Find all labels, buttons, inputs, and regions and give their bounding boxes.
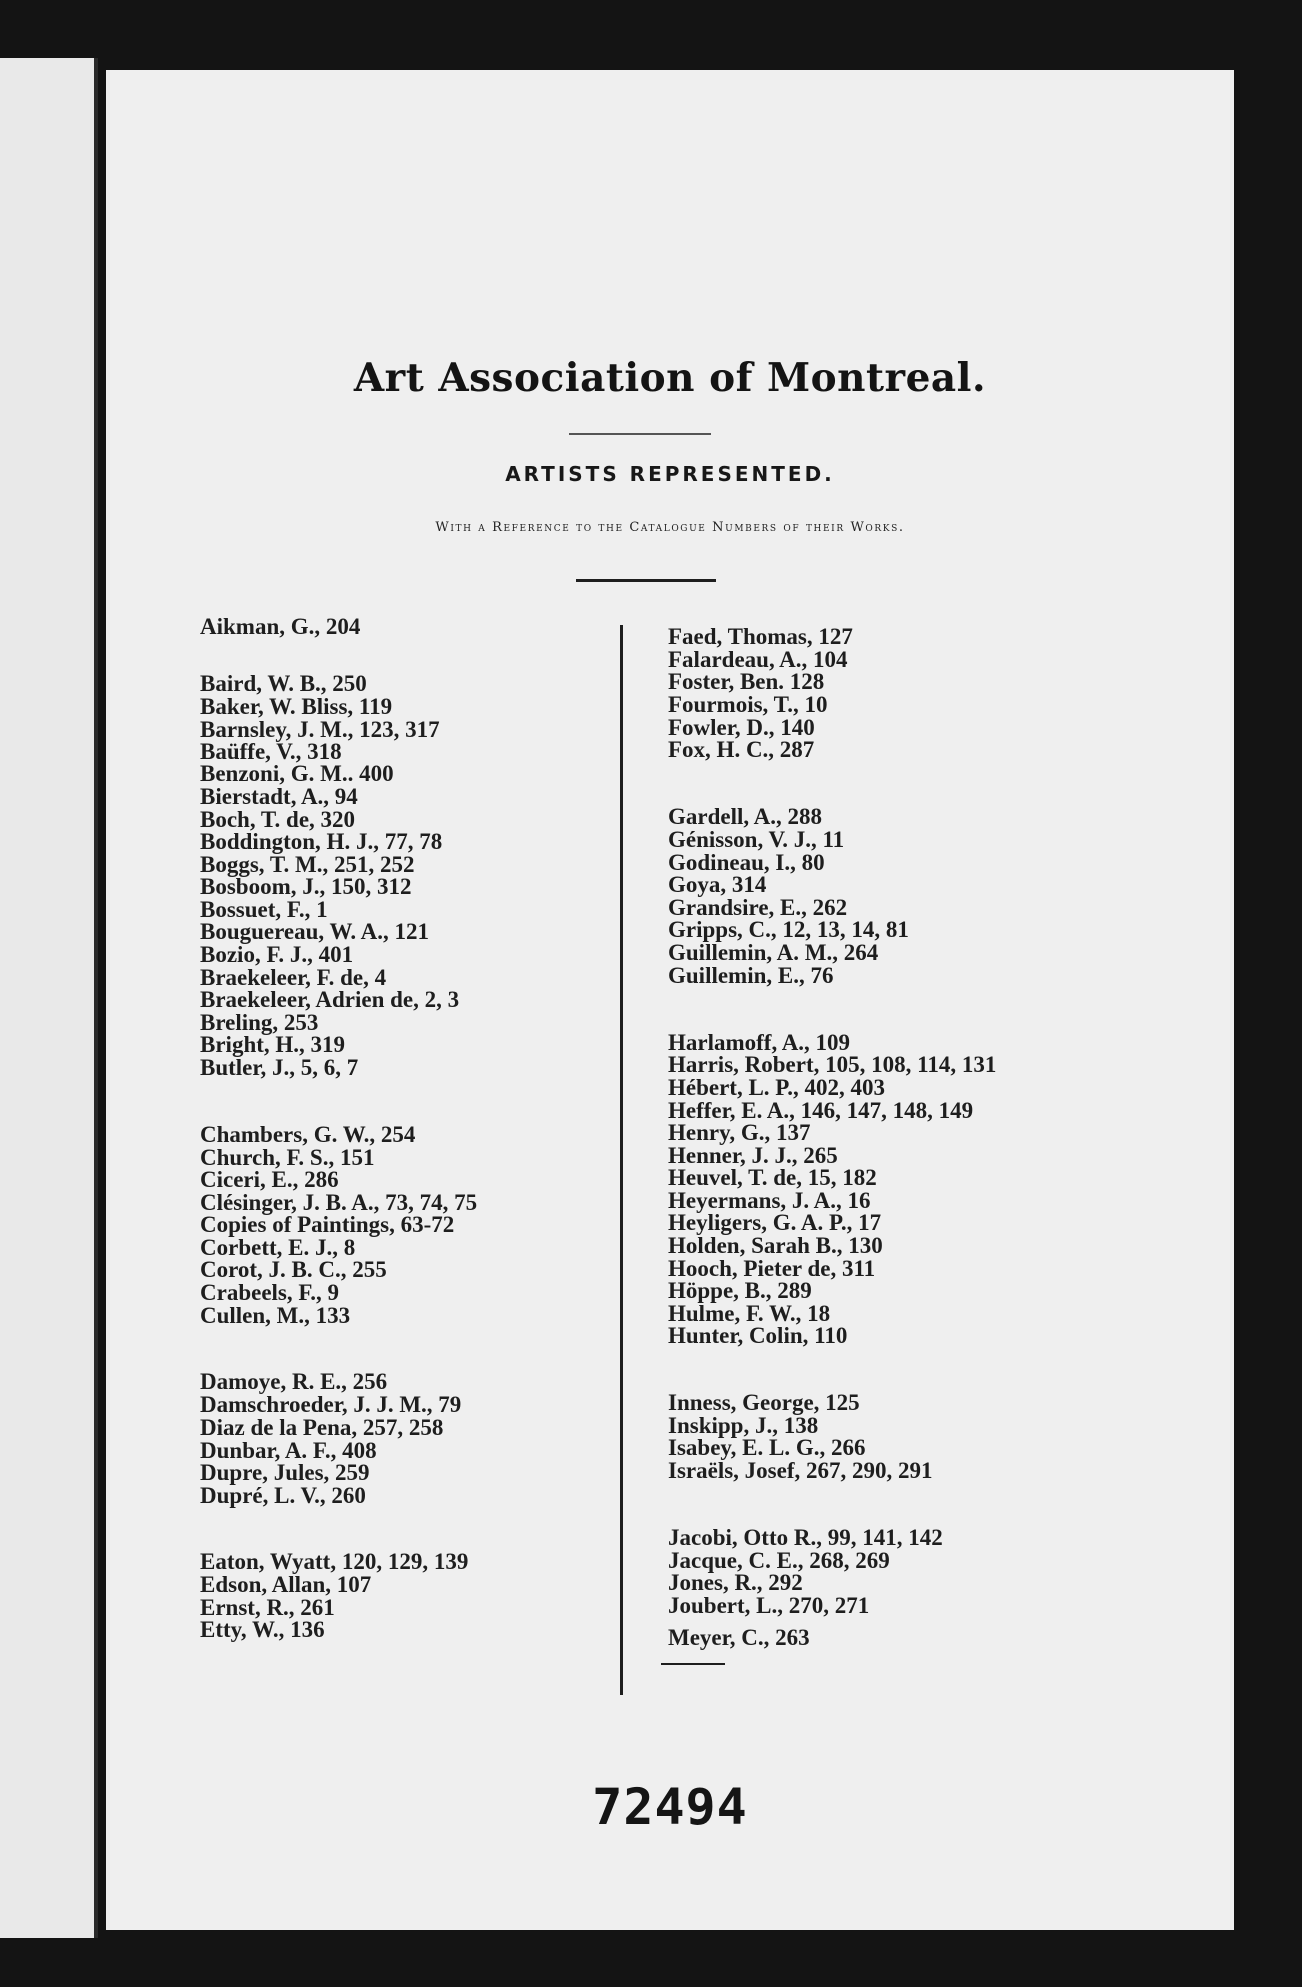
- artist-entry: Foster, Ben. 128: [668, 669, 825, 694]
- entry-rule: [661, 1663, 725, 1665]
- section-caption: With a Reference to the Catalogue Numbers of their Works.: [435, 520, 905, 535]
- artist-entry: Gripps, C., 12, 13, 14, 81: [668, 917, 909, 942]
- artist-entry: Höppe, B., 289: [668, 1278, 812, 1303]
- artist-entry: Baüffe, V., 318: [200, 739, 342, 764]
- artist-entry: Bozio, F. J., 401: [200, 942, 354, 967]
- artist-entry: Butler, J., 5, 6, 7: [200, 1055, 359, 1080]
- page-title: Art Association of Montreal.: [353, 355, 987, 401]
- artist-entry: Heffer, E. A., 146, 147, 148, 149: [668, 1098, 974, 1123]
- adjacent-page-edge: [0, 58, 98, 1938]
- artist-entry: Hulme, F. W., 18: [668, 1301, 831, 1326]
- section-heading: ARTISTS REPRESENTED.: [505, 462, 835, 486]
- artist-entry: Israëls, Josef, 267, 290, 291: [668, 1458, 933, 1483]
- artist-entry: Heyligers, G. A. P., 17: [668, 1210, 882, 1235]
- artist-entry: Génisson, V. J., 11: [668, 827, 845, 852]
- artist-entry: Fowler, D., 140: [668, 715, 815, 740]
- artist-entry: Meyer, C., 263: [668, 1625, 810, 1650]
- artist-entry: Corot, J. B. C., 255: [200, 1257, 387, 1282]
- artist-entry: Jacque, C. E., 268, 269: [668, 1548, 890, 1573]
- heading-rule: [576, 579, 716, 582]
- artist-entry: Braekeleer, F. de, 4: [200, 965, 387, 990]
- artist-entry: Faed, Thomas, 127: [668, 624, 853, 649]
- artist-entry: Ernst, R., 261: [200, 1595, 335, 1620]
- title-rule: [569, 433, 711, 435]
- artist-entry: Harris, Robert, 105, 108, 114, 131: [668, 1052, 997, 1077]
- artist-entry: Falardeau, A., 104: [668, 647, 848, 672]
- artist-entry: Fourmois, T., 10: [668, 692, 828, 717]
- artist-entry: Heuvel, T. de, 15, 182: [668, 1165, 877, 1190]
- artist-entry: Boch, T. de, 320: [200, 807, 356, 832]
- artist-entry: Crabeels, F., 9: [200, 1280, 340, 1305]
- artist-entry: Holden, Sarah B., 130: [668, 1233, 883, 1258]
- artist-entry: Boddington, H. J., 77, 78: [200, 829, 443, 854]
- artist-entry: Baker, W. Bliss, 119: [200, 694, 393, 719]
- artist-entry: Clésinger, J. B. A., 73, 74, 75: [200, 1190, 478, 1215]
- artist-entry: Edson, Allan, 107: [200, 1572, 372, 1597]
- artist-entry: Hunter, Colin, 110: [668, 1323, 848, 1348]
- artist-entry: Corbett, E. J., 8: [200, 1235, 356, 1260]
- artist-entry: Dupre, Jules, 259: [200, 1460, 370, 1485]
- artist-entry: Bouguereau, W. A., 121: [200, 919, 429, 944]
- artist-entry: Boggs, T. M., 251, 252: [200, 852, 415, 877]
- artist-entry: Guillemin, E., 76: [668, 963, 834, 988]
- artist-entry: Guillemin, A. M., 264: [668, 940, 879, 965]
- artist-entry: Bright, H., 319: [200, 1032, 346, 1057]
- document-page: [106, 70, 1234, 1930]
- artist-entry: Henry, G., 137: [668, 1120, 811, 1145]
- artist-entry: Goya, 314: [668, 872, 767, 897]
- artist-entry: Gardell, A., 288: [668, 804, 822, 829]
- artist-entry: Jacobi, Otto R., 99, 141, 142: [668, 1525, 943, 1550]
- artist-entry: Copies of Paintings, 63-72: [200, 1212, 455, 1237]
- artist-entry: Baird, W. B., 250: [200, 671, 367, 696]
- page-number: 72494: [592, 1778, 748, 1836]
- artist-entry: Bossuet, F., 1: [200, 897, 328, 922]
- artist-entry: Dupré, L. V., 260: [200, 1483, 366, 1508]
- artist-entry: Chambers, G. W., 254: [200, 1122, 416, 1147]
- artist-entry: Breling, 253: [200, 1010, 319, 1035]
- artist-entry: Damoye, R. E., 256: [200, 1369, 388, 1394]
- artist-entry: Bosboom, J., 150, 312: [200, 874, 412, 899]
- artist-entry: Inskipp, J., 138: [668, 1413, 819, 1438]
- artist-entry: Heyermans, J. A., 16: [668, 1188, 871, 1213]
- artist-entry: Godineau, I., 80: [668, 850, 825, 875]
- artist-entry: Damschroeder, J. J. M., 79: [200, 1392, 462, 1417]
- artist-entry: Inness, George, 125: [668, 1390, 860, 1415]
- artist-entry: Henner, J. J., 265: [668, 1143, 838, 1168]
- artist-entry: Hébert, L. P., 402, 403: [668, 1075, 885, 1100]
- artist-entry: Hooch, Pieter de, 311: [668, 1256, 876, 1281]
- artist-entry: Dunbar, A. F., 408: [200, 1438, 377, 1463]
- artist-entry: Isabey, E. L. G., 266: [668, 1435, 866, 1460]
- artist-entry: Eaton, Wyatt, 120, 129, 139: [200, 1549, 469, 1574]
- artist-entry: Harlamoff, A., 109: [668, 1030, 851, 1055]
- artist-entry: Fox, H. C., 287: [668, 737, 815, 762]
- artist-entry: Etty, W., 136: [200, 1617, 325, 1642]
- artist-entry: Church, F. S., 151: [200, 1145, 375, 1170]
- artist-entry: Ciceri, E., 286: [200, 1167, 339, 1192]
- artist-entry: Cullen, M., 133: [200, 1303, 351, 1328]
- artist-entry: Jones, R., 292: [668, 1570, 803, 1595]
- artist-entry: Diaz de la Pena, 257, 258: [200, 1415, 444, 1440]
- artist-entry: Bierstadt, A., 94: [200, 784, 358, 809]
- artist-entry: Grandsire, E., 262: [668, 895, 848, 920]
- artist-entry: Aikman, G., 204: [200, 614, 361, 639]
- artist-entry: Barnsley, J. M., 123, 317: [200, 717, 440, 742]
- artist-entry: Braekeleer, Adrien de, 2, 3: [200, 987, 460, 1012]
- artist-entry: Benzoni, G. M.. 400: [200, 761, 394, 786]
- artist-entry: Joubert, L., 270, 271: [668, 1593, 870, 1618]
- column-divider: [620, 625, 623, 1695]
